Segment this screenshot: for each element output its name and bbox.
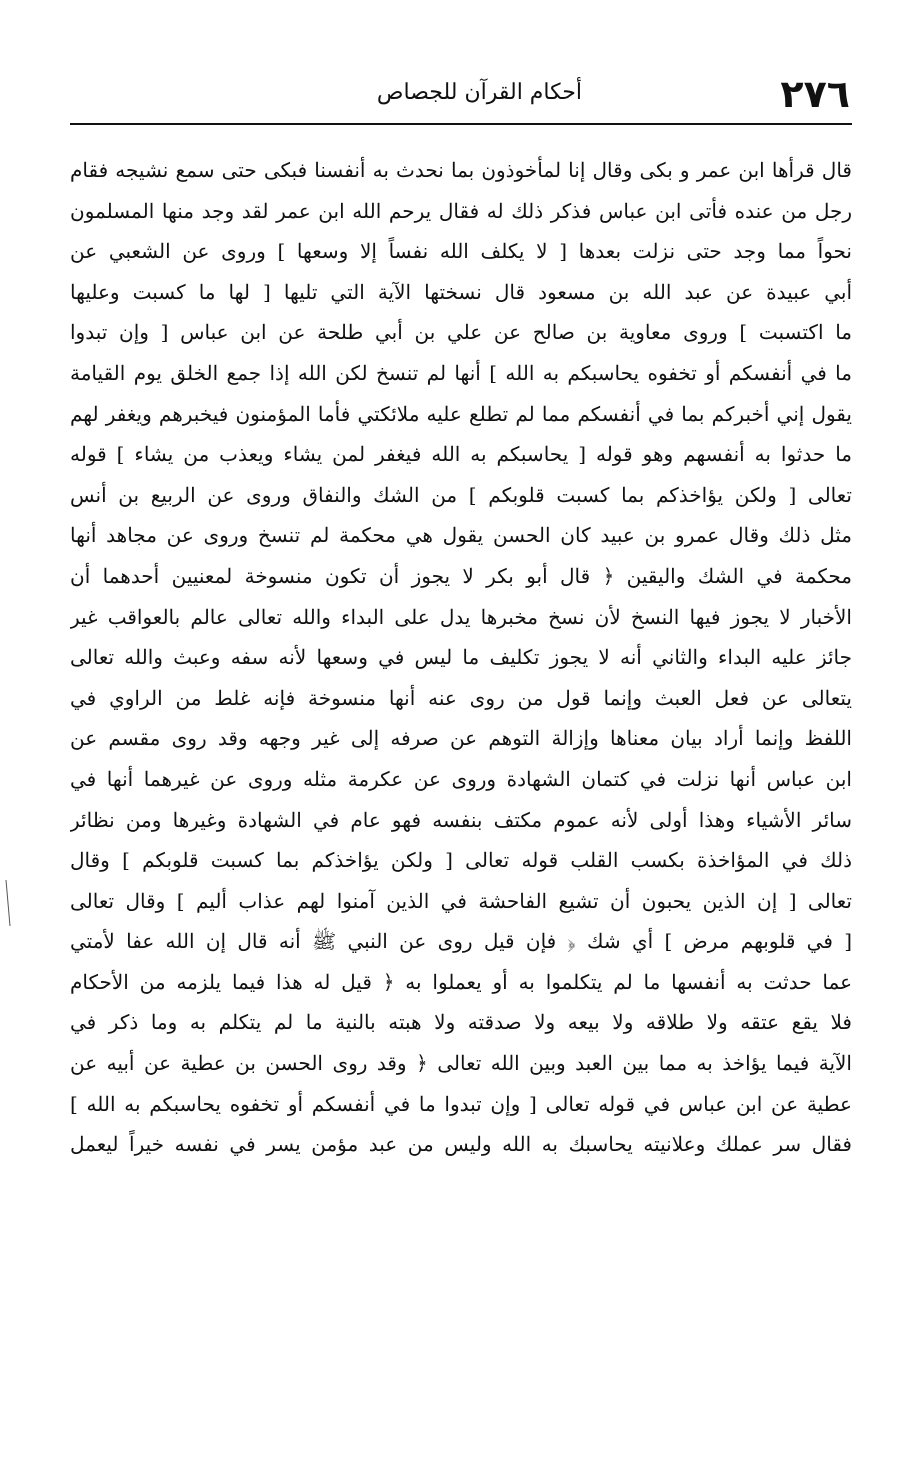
- text-line: ما في أنفسكم أو تخفوه يحاسبكم به الله ] أنها لم تنسخ لكن الله إذا جمع الخلق يوم القيامة: [70, 360, 852, 385]
- text-line: فلا يقع عتقه ولا طلاقه ولا بيعه ولا صدقته ولا هبته بالنية ما لم يتكلم به وما ذكر في: [70, 1010, 852, 1035]
- text-line: يقول إني أخبركم بما في أنفسكم مما لم تطلع عليه ملائكتي فأما المؤمنون فيخبرهم ويغفر لهم: [70, 401, 852, 426]
- text-line: تعالى [ ولكن يؤاخذكم بما كسبت قلوبكم ] من الشك والنفاق وروى عن الربيع بن أنس: [70, 482, 852, 507]
- text-line: فقال سر عملك وعلانيته يحاسبك به الله وليس من عبد مؤمن يسر في نفسه خيراً ليعمل: [70, 1132, 852, 1157]
- text-line: عما حدثت به أنفسها ما لم يتكلموا به أو يعملوا به ﴿ قيل له هذا فيما يلزمه من الأحكام: [70, 969, 852, 994]
- text-line: يتعالى عن فعل العبث وإنما قول من روى عنه أنها منسوخة فإنه غلط من الراوي في: [70, 685, 852, 710]
- text-line: محكمة في الشك واليقين ﴿ قال أبو بكر لا يجوز أن تكون منسوخة لمعنيين أحدهما أن: [70, 563, 852, 588]
- text-line: ما اكتسبت ] وروى معاوية بن صالح عن علي بن أبي طلحة عن ابن عباس [ وإن تبدوا: [70, 320, 852, 345]
- page-number: ٢٧٦: [780, 72, 850, 116]
- text-line: جائز عليه البداء والثاني أنه لا يجوز تكليف ما ليس في وسعها لأنه سفه وعبث والله تعالى: [70, 645, 852, 670]
- text-line: نحواً مما وجد حتى نزلت بعدها [ لا يكلف الله نفساً إلا وسعها ] وروى عن الشعبي عن: [70, 239, 852, 264]
- page-header: [70, 66, 852, 122]
- running-title: أحكام القرآن للجصاص: [376, 80, 582, 105]
- text-line: أبي عبيدة عن عبد الله بن مسعود قال نسختها الآية التي تليها [ لها ما كسبت وعليها: [70, 279, 852, 304]
- text-line: سائر الأشياء وهذا أولى لأنه عموم مكتف بنفسه فهو عام في الشهادة وغيرها ومن نظائر: [70, 807, 852, 832]
- text-line: الآية فيما يؤاخذ به مما بين العبد وبين الله تعالى ﴿ وقد روى الحسن بن عطية عن أبيه عن: [70, 1051, 852, 1076]
- text-line: ذلك في المؤاخذة بكسب القلب قوله تعالى [ ولكن يؤاخذكم بما كسبت قلوبكم ] وقال: [70, 848, 852, 873]
- body-text: [70, 150, 852, 1165]
- text-line: تعالى [ إن الذين يحبون أن تشيع الفاحشة في الذين آمنوا لهم عذاب أليم ] وقال تعالى: [70, 888, 852, 913]
- scan-margin-mark: [4, 878, 12, 928]
- text-line: الأخبار لا يجوز فيها النسخ لأن نسخ مخبرها يدل على البداء والله تعالى عالم بالعواقب غير: [70, 604, 852, 629]
- text-line: عطية عن ابن عباس في قوله تعالى [ وإن تبدوا ما في أنفسكم أو تخفوه يحاسبكم به الله ]: [70, 1091, 852, 1116]
- text-line: اللفظ وإنما أراد بيان معناها وإزالة التوهم عن صرفه إلى غير وجهه وقد روى مقسم عن: [70, 726, 852, 751]
- header-rule: [70, 123, 852, 125]
- text-line: [ في قلوبهم مرض ] أي شك ﴿ فإن قيل روى عن النبي ﷺ أنه قال إن الله عفا لأمتي: [70, 929, 852, 954]
- text-line: رجل من عنده فأتى ابن عباس فذكر ذلك له فقال يرحم الله ابن عمر لقد وجد منها المسلمون: [70, 198, 852, 223]
- text-line: ما حدثوا به أنفسهم وهو قوله [ يحاسبكم به الله فيغفر لمن يشاء ويعذب من يشاء ] قوله: [70, 442, 852, 467]
- text-line: ابن عباس أنها نزلت في كتمان الشهادة وروى عن عكرمة مثله وروى عن غيرهما أنها في: [70, 766, 852, 791]
- text-line: قال قرأها ابن عمر و بكى وقال إنا لمأخوذون بما نحدث به أنفسنا فبكى حتى سمع نشيجه فقام: [70, 158, 852, 182]
- text-line: مثل ذلك وقال عمرو بن عبيد كان الحسن يقول هي محكمة لم تنسخ وروى عن مجاهد أنها: [70, 523, 852, 548]
